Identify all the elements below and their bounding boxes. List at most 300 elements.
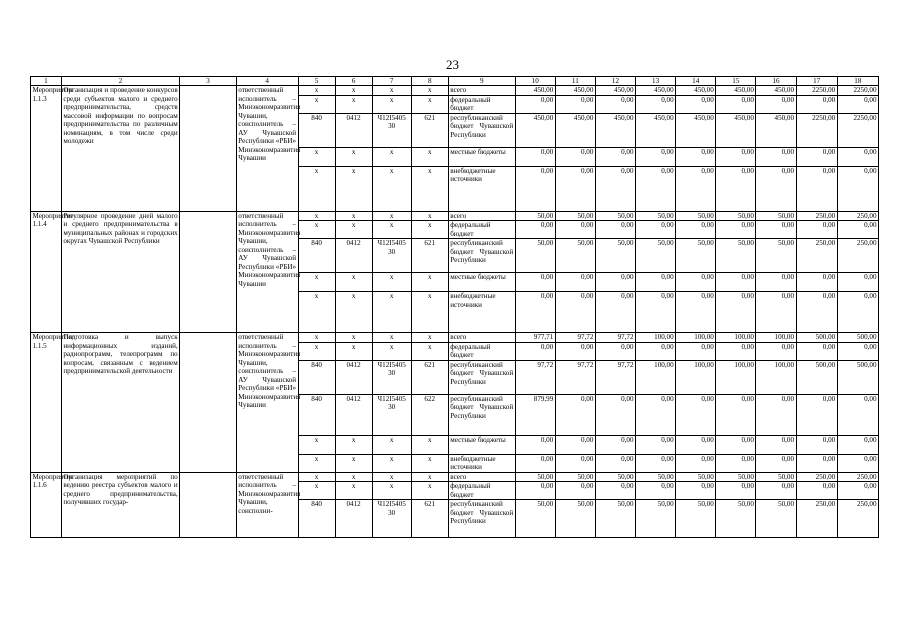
amount-cell: 50,00 bbox=[716, 211, 756, 221]
column-header: 10 bbox=[515, 77, 555, 86]
code-cell: x bbox=[372, 95, 411, 113]
code-cell: x bbox=[411, 292, 448, 333]
amount-cell: 0,00 bbox=[515, 166, 555, 211]
amount-cell: 0,00 bbox=[676, 454, 716, 472]
amount-cell: 0,00 bbox=[756, 435, 796, 454]
code-cell: 621 bbox=[411, 360, 448, 394]
amount-cell: 0,00 bbox=[837, 147, 878, 166]
amount-cell: 0,00 bbox=[555, 292, 595, 333]
code-cell: Ч12I5405 30 bbox=[372, 113, 411, 147]
amount-cell: 0,00 bbox=[837, 435, 878, 454]
code-cell: x bbox=[335, 482, 372, 500]
amount-cell: 0,00 bbox=[716, 342, 756, 360]
column-header: 2 bbox=[61, 77, 179, 86]
amount-cell: 0,00 bbox=[595, 435, 635, 454]
code-cell: x bbox=[335, 454, 372, 472]
amount-cell: 0,00 bbox=[716, 221, 756, 239]
amount-cell: 100,00 bbox=[676, 360, 716, 394]
amount-cell: 100,00 bbox=[636, 360, 676, 394]
amount-cell: 0,00 bbox=[676, 273, 716, 292]
amount-cell: 0,00 bbox=[595, 147, 635, 166]
measure-name: Организация мероприятий по ведению реестра субъектов малого и среднего предпринимательства, получивших государ- bbox=[61, 472, 179, 538]
amount-cell: 2250,00 bbox=[837, 86, 878, 96]
amount-cell: 450,00 bbox=[676, 113, 716, 147]
amount-cell: 0,00 bbox=[796, 482, 837, 500]
amount-cell: 2250,00 bbox=[837, 113, 878, 147]
code-cell: x bbox=[372, 86, 411, 96]
amount-cell: 450,00 bbox=[716, 86, 756, 96]
code-cell: x bbox=[372, 221, 411, 239]
code-cell: x bbox=[298, 482, 335, 500]
amount-cell: 0,00 bbox=[515, 147, 555, 166]
amount-cell: 0,00 bbox=[837, 454, 878, 472]
column-header: 11 bbox=[555, 77, 595, 86]
code-cell: x bbox=[411, 472, 448, 482]
amount-cell: 50,00 bbox=[515, 239, 555, 273]
code-cell: x bbox=[411, 435, 448, 454]
amount-cell: 0,00 bbox=[676, 292, 716, 333]
code-cell: x bbox=[335, 472, 372, 482]
amount-cell: 0,00 bbox=[595, 482, 635, 500]
code-cell: x bbox=[411, 342, 448, 360]
code-cell: 0412 bbox=[335, 394, 372, 435]
amount-cell: 0,00 bbox=[636, 342, 676, 360]
amount-cell: 0,00 bbox=[515, 454, 555, 472]
measure-executor: ответственный исполнитель – Минэкономразвития Чувашии, соисполнитель – АУ Чувашской Республики «РБИ» Минэкономразвития Чувашии bbox=[236, 333, 298, 473]
code-cell: x bbox=[335, 86, 372, 96]
code-cell: x bbox=[335, 166, 372, 211]
code-cell: 0412 bbox=[335, 113, 372, 147]
code-cell: x bbox=[335, 435, 372, 454]
code-cell: x bbox=[298, 342, 335, 360]
column-header: 18 bbox=[837, 77, 878, 86]
amount-cell: 450,00 bbox=[716, 113, 756, 147]
code-cell: x bbox=[335, 292, 372, 333]
code-cell: x bbox=[372, 273, 411, 292]
code-cell: x bbox=[298, 166, 335, 211]
amount-cell: 0,00 bbox=[756, 273, 796, 292]
amount-cell: 450,00 bbox=[676, 86, 716, 96]
amount-cell: 50,00 bbox=[716, 472, 756, 482]
amount-cell: 0,00 bbox=[515, 435, 555, 454]
code-cell: x bbox=[298, 95, 335, 113]
amount-cell: 0,00 bbox=[515, 482, 555, 500]
amount-cell: 0,00 bbox=[555, 221, 595, 239]
amount-cell: 50,00 bbox=[515, 500, 555, 538]
amount-cell: 50,00 bbox=[555, 472, 595, 482]
amount-cell: 0,00 bbox=[756, 342, 796, 360]
amount-cell: 0,00 bbox=[756, 454, 796, 472]
amount-cell: 0,00 bbox=[796, 221, 837, 239]
amount-cell: 0,00 bbox=[796, 147, 837, 166]
amount-cell: 500,00 bbox=[796, 360, 837, 394]
measure-id: Мероприятие 1.1.6 bbox=[31, 472, 62, 538]
amount-cell: 0,00 bbox=[837, 166, 878, 211]
amount-cell: 100,00 bbox=[716, 333, 756, 343]
amount-cell: 50,00 bbox=[555, 500, 595, 538]
column-header: 15 bbox=[716, 77, 756, 86]
amount-cell: 0,00 bbox=[796, 454, 837, 472]
amount-cell: 0,00 bbox=[555, 394, 595, 435]
amount-cell: 0,00 bbox=[796, 394, 837, 435]
amount-cell: 0,00 bbox=[716, 454, 756, 472]
amount-cell: 0,00 bbox=[756, 147, 796, 166]
amount-cell: 50,00 bbox=[555, 211, 595, 221]
amount-cell: 100,00 bbox=[716, 360, 756, 394]
amount-cell: 450,00 bbox=[555, 113, 595, 147]
amount-cell: 97,72 bbox=[555, 333, 595, 343]
amount-cell: 0,00 bbox=[676, 435, 716, 454]
amount-cell: 250,00 bbox=[837, 500, 878, 538]
code-cell: x bbox=[298, 211, 335, 221]
column-header: 6 bbox=[335, 77, 372, 86]
amount-cell: 250,00 bbox=[796, 472, 837, 482]
code-cell: x bbox=[411, 211, 448, 221]
column-header: 5 bbox=[298, 77, 335, 86]
amount-cell: 0,00 bbox=[716, 166, 756, 211]
code-cell: x bbox=[411, 333, 448, 343]
code-cell: x bbox=[335, 221, 372, 239]
code-cell: x bbox=[298, 86, 335, 96]
amount-cell: 0,00 bbox=[716, 292, 756, 333]
amount-cell: 0,00 bbox=[555, 435, 595, 454]
code-cell: x bbox=[372, 454, 411, 472]
measure-name: Подготовка и выпуск информационных изданий, радиопрограмм, телепрограмм по вопросам, связанным с ведением предпринимательской деятельности bbox=[61, 333, 179, 473]
measure-id: Мероприятие 1.1.5 bbox=[31, 333, 62, 473]
amount-cell: 50,00 bbox=[595, 211, 635, 221]
amount-cell: 0,00 bbox=[676, 166, 716, 211]
amount-cell: 0,00 bbox=[515, 221, 555, 239]
amount-cell: 50,00 bbox=[636, 239, 676, 273]
amount-cell: 50,00 bbox=[555, 239, 595, 273]
code-cell: 0412 bbox=[335, 500, 372, 538]
measure-executor: ответственный исполнитель – Минэкономразвития Чувашии, соисполни- bbox=[236, 472, 298, 538]
code-cell: 0412 bbox=[335, 239, 372, 273]
amount-cell: 0,00 bbox=[796, 166, 837, 211]
column-header: 14 bbox=[676, 77, 716, 86]
funding-source: федеральный бюджет bbox=[448, 221, 515, 239]
amount-cell: 50,00 bbox=[716, 500, 756, 538]
code-cell: 621 bbox=[411, 500, 448, 538]
amount-cell: 50,00 bbox=[595, 472, 635, 482]
code-cell: x bbox=[411, 147, 448, 166]
funding-source: республиканский бюджет Чувашской Республики bbox=[448, 500, 515, 538]
amount-cell: 450,00 bbox=[515, 86, 555, 96]
amount-cell: 100,00 bbox=[756, 333, 796, 343]
amount-cell: 100,00 bbox=[636, 333, 676, 343]
amount-cell: 250,00 bbox=[837, 239, 878, 273]
amount-cell: 0,00 bbox=[676, 95, 716, 113]
code-cell: x bbox=[411, 273, 448, 292]
column-header: 7 bbox=[372, 77, 411, 86]
budget-table bbox=[30, 76, 879, 538]
amount-cell: 0,00 bbox=[756, 394, 796, 435]
code-cell: 840 bbox=[298, 239, 335, 273]
amount-cell: 0,00 bbox=[676, 482, 716, 500]
amount-cell: 50,00 bbox=[676, 239, 716, 273]
amount-cell: 0,00 bbox=[796, 342, 837, 360]
amount-cell: 50,00 bbox=[756, 500, 796, 538]
code-cell: x bbox=[298, 454, 335, 472]
amount-cell: 250,00 bbox=[796, 500, 837, 538]
funding-source: федеральный бюджет bbox=[448, 342, 515, 360]
code-cell: x bbox=[372, 342, 411, 360]
amount-cell: 0,00 bbox=[636, 435, 676, 454]
amount-cell: 0,00 bbox=[756, 95, 796, 113]
amount-cell: 50,00 bbox=[676, 472, 716, 482]
funding-source: федеральный бюджет bbox=[448, 482, 515, 500]
amount-cell: 0,00 bbox=[676, 221, 716, 239]
code-cell: x bbox=[372, 147, 411, 166]
amount-cell: 0,00 bbox=[756, 166, 796, 211]
measure-name: Организация и проведение конкурсов среди субъектов малого и среднего предпринимательства, средств массовой информации по вопросам предпринимательства по различным номинациям, в том числе среди молодежи bbox=[61, 86, 179, 212]
amount-cell: 0,00 bbox=[595, 342, 635, 360]
amount-cell: 450,00 bbox=[595, 86, 635, 96]
amount-cell: 50,00 bbox=[716, 239, 756, 273]
code-cell: 840 bbox=[298, 360, 335, 394]
column-header: 17 bbox=[796, 77, 837, 86]
amount-cell: 450,00 bbox=[636, 86, 676, 96]
code-cell: x bbox=[298, 435, 335, 454]
amount-cell: 0,00 bbox=[555, 273, 595, 292]
amount-cell: 0,00 bbox=[555, 342, 595, 360]
funding-source: республиканский бюджет Чувашской Республики bbox=[448, 360, 515, 394]
code-cell: 0412 bbox=[335, 360, 372, 394]
amount-cell: 450,00 bbox=[636, 113, 676, 147]
amount-cell: 500,00 bbox=[796, 333, 837, 343]
amount-cell: 0,00 bbox=[636, 482, 676, 500]
column-header: 8 bbox=[411, 77, 448, 86]
table-row bbox=[31, 211, 879, 221]
amount-cell: 0,00 bbox=[595, 292, 635, 333]
code-cell: x bbox=[335, 333, 372, 343]
funding-source: внебюджетные источники bbox=[448, 166, 515, 211]
code-cell: x bbox=[411, 166, 448, 211]
amount-cell: 500,00 bbox=[837, 333, 878, 343]
code-cell: x bbox=[335, 211, 372, 221]
amount-cell: 0,00 bbox=[636, 292, 676, 333]
code-cell: 622 bbox=[411, 394, 448, 435]
amount-cell: 0,00 bbox=[555, 95, 595, 113]
amount-cell: 250,00 bbox=[837, 472, 878, 482]
amount-cell: 0,00 bbox=[837, 342, 878, 360]
amount-cell: 0,00 bbox=[595, 394, 635, 435]
code-cell: 840 bbox=[298, 394, 335, 435]
amount-cell: 50,00 bbox=[595, 239, 635, 273]
amount-cell: 0,00 bbox=[837, 394, 878, 435]
amount-cell: 50,00 bbox=[756, 472, 796, 482]
amount-cell: 0,00 bbox=[716, 394, 756, 435]
amount-cell: 0,00 bbox=[515, 292, 555, 333]
funding-source: местные бюджеты bbox=[448, 435, 515, 454]
amount-cell: 2250,00 bbox=[796, 113, 837, 147]
amount-cell: 0,00 bbox=[756, 221, 796, 239]
column-header: 3 bbox=[180, 77, 237, 86]
amount-cell: 50,00 bbox=[636, 472, 676, 482]
column-header: 1 bbox=[31, 77, 62, 86]
amount-cell: 977,71 bbox=[515, 333, 555, 343]
column-header: 13 bbox=[636, 77, 676, 86]
amount-cell: 450,00 bbox=[595, 113, 635, 147]
funding-source: всего bbox=[448, 472, 515, 482]
code-cell: x bbox=[298, 333, 335, 343]
code-cell: x bbox=[372, 435, 411, 454]
amount-cell: 0,00 bbox=[595, 166, 635, 211]
empty-cell bbox=[180, 86, 237, 212]
amount-cell: 250,00 bbox=[796, 239, 837, 273]
amount-cell: 0,00 bbox=[756, 292, 796, 333]
amount-cell: 0,00 bbox=[636, 273, 676, 292]
amount-cell: 50,00 bbox=[676, 500, 716, 538]
amount-cell: 97,72 bbox=[595, 333, 635, 343]
amount-cell: 0,00 bbox=[796, 435, 837, 454]
code-cell: x bbox=[372, 292, 411, 333]
measure-executor: ответственный исполнитель – Минэкономразвития Чувашии, соисполнитель – АУ Чувашской Республики «РБИ» Минэкономразвития Чувашии bbox=[236, 211, 298, 333]
column-number-row bbox=[31, 77, 879, 86]
amount-cell: 50,00 bbox=[756, 211, 796, 221]
amount-cell: 0,00 bbox=[837, 482, 878, 500]
code-cell: x bbox=[372, 333, 411, 343]
code-cell: x bbox=[372, 472, 411, 482]
column-header: 9 bbox=[448, 77, 515, 86]
amount-cell: 0,00 bbox=[515, 342, 555, 360]
amount-cell: 0,00 bbox=[796, 292, 837, 333]
funding-source: республиканский бюджет Чувашской Республики bbox=[448, 113, 515, 147]
amount-cell: 450,00 bbox=[756, 86, 796, 96]
column-header: 12 bbox=[595, 77, 635, 86]
amount-cell: 0,00 bbox=[515, 95, 555, 113]
code-cell: Ч12I5405 30 bbox=[372, 394, 411, 435]
amount-cell: 2250,00 bbox=[796, 86, 837, 96]
code-cell: 621 bbox=[411, 239, 448, 273]
amount-cell: 0,00 bbox=[796, 273, 837, 292]
amount-cell: 450,00 bbox=[515, 113, 555, 147]
code-cell: x bbox=[411, 482, 448, 500]
table-row bbox=[31, 472, 879, 482]
amount-cell: 500,00 bbox=[837, 360, 878, 394]
amount-cell: 250,00 bbox=[796, 211, 837, 221]
measure-id: Мероприятие 1.1.3 bbox=[31, 86, 62, 212]
funding-source: внебюджетные источники bbox=[448, 454, 515, 472]
amount-cell: 0,00 bbox=[515, 273, 555, 292]
amount-cell: 0,00 bbox=[837, 221, 878, 239]
amount-cell: 0,00 bbox=[636, 394, 676, 435]
amount-cell: 100,00 bbox=[756, 360, 796, 394]
amount-cell: 0,00 bbox=[595, 221, 635, 239]
amount-cell: 0,00 bbox=[555, 147, 595, 166]
code-cell: x bbox=[411, 221, 448, 239]
code-cell: x bbox=[335, 342, 372, 360]
amount-cell: 0,00 bbox=[555, 454, 595, 472]
code-cell: Ч12I5405 30 bbox=[372, 360, 411, 394]
amount-cell: 450,00 bbox=[555, 86, 595, 96]
funding-source: республиканский бюджет Чувашской Республики bbox=[448, 394, 515, 435]
code-cell: x bbox=[335, 147, 372, 166]
amount-cell: 879,99 bbox=[515, 394, 555, 435]
code-cell: x bbox=[372, 166, 411, 211]
code-cell: x bbox=[411, 454, 448, 472]
code-cell: Ч12I5405 30 bbox=[372, 500, 411, 538]
code-cell: x bbox=[298, 221, 335, 239]
amount-cell: 0,00 bbox=[636, 166, 676, 211]
code-cell: x bbox=[298, 273, 335, 292]
amount-cell: 0,00 bbox=[837, 95, 878, 113]
empty-cell bbox=[180, 333, 237, 473]
amount-cell: 450,00 bbox=[756, 113, 796, 147]
column-header: 16 bbox=[756, 77, 796, 86]
amount-cell: 0,00 bbox=[716, 95, 756, 113]
amount-cell: 50,00 bbox=[636, 500, 676, 538]
code-cell: 840 bbox=[298, 500, 335, 538]
amount-cell: 0,00 bbox=[676, 147, 716, 166]
amount-cell: 0,00 bbox=[796, 95, 837, 113]
amount-cell: 97,72 bbox=[515, 360, 555, 394]
funding-source: местные бюджеты bbox=[448, 147, 515, 166]
amount-cell: 0,00 bbox=[716, 482, 756, 500]
amount-cell: 0,00 bbox=[555, 166, 595, 211]
code-cell: x bbox=[298, 147, 335, 166]
amount-cell: 0,00 bbox=[636, 221, 676, 239]
code-cell: x bbox=[411, 95, 448, 113]
amount-cell: 97,72 bbox=[595, 360, 635, 394]
funding-source: всего bbox=[448, 211, 515, 221]
column-header: 4 bbox=[236, 77, 298, 86]
amount-cell: 0,00 bbox=[636, 95, 676, 113]
amount-cell: 50,00 bbox=[595, 500, 635, 538]
code-cell: 840 bbox=[298, 113, 335, 147]
measure-name: Регулярное проведение дней малого и среднего предпринимательства в муниципальных районах и городских округах Чувашской Республики bbox=[61, 211, 179, 333]
amount-cell: 100,00 bbox=[676, 333, 716, 343]
amount-cell: 0,00 bbox=[636, 147, 676, 166]
empty-cell bbox=[180, 472, 237, 538]
funding-source: местные бюджеты bbox=[448, 273, 515, 292]
amount-cell: 0,00 bbox=[595, 273, 635, 292]
code-cell: x bbox=[298, 472, 335, 482]
amount-cell: 0,00 bbox=[676, 394, 716, 435]
amount-cell: 50,00 bbox=[515, 472, 555, 482]
amount-cell: 50,00 bbox=[636, 211, 676, 221]
amount-cell: 0,00 bbox=[595, 454, 635, 472]
code-cell: x bbox=[335, 273, 372, 292]
amount-cell: 50,00 bbox=[515, 211, 555, 221]
code-cell: x bbox=[298, 292, 335, 333]
funding-source: всего bbox=[448, 86, 515, 96]
amount-cell: 0,00 bbox=[716, 147, 756, 166]
empty-cell bbox=[180, 211, 237, 333]
code-cell: x bbox=[372, 482, 411, 500]
measure-id: Мероприятие 1.1.4 bbox=[31, 211, 62, 333]
amount-cell: 0,00 bbox=[676, 342, 716, 360]
code-cell: x bbox=[335, 95, 372, 113]
table-row bbox=[31, 86, 879, 96]
code-cell: 621 bbox=[411, 113, 448, 147]
amount-cell: 0,00 bbox=[837, 292, 878, 333]
funding-source: республиканский бюджет Чувашской Республики bbox=[448, 239, 515, 273]
amount-cell: 50,00 bbox=[676, 211, 716, 221]
funding-source: внебюджетные источники bbox=[448, 292, 515, 333]
table-row bbox=[31, 333, 879, 343]
code-cell: Ч12I5405 30 bbox=[372, 239, 411, 273]
amount-cell: 0,00 bbox=[555, 482, 595, 500]
table-body bbox=[31, 86, 879, 538]
amount-cell: 0,00 bbox=[756, 482, 796, 500]
amount-cell: 0,00 bbox=[716, 273, 756, 292]
code-cell: x bbox=[372, 211, 411, 221]
measure-executor: ответственный исполнитель – Минэкономразвития Чувашии, соисполнитель – АУ Чувашской Республики «РБИ» Минэкономразвития Чувашии bbox=[236, 86, 298, 212]
amount-cell: 0,00 bbox=[837, 273, 878, 292]
page-number: 23 bbox=[446, 57, 459, 72]
funding-source: всего bbox=[448, 333, 515, 343]
